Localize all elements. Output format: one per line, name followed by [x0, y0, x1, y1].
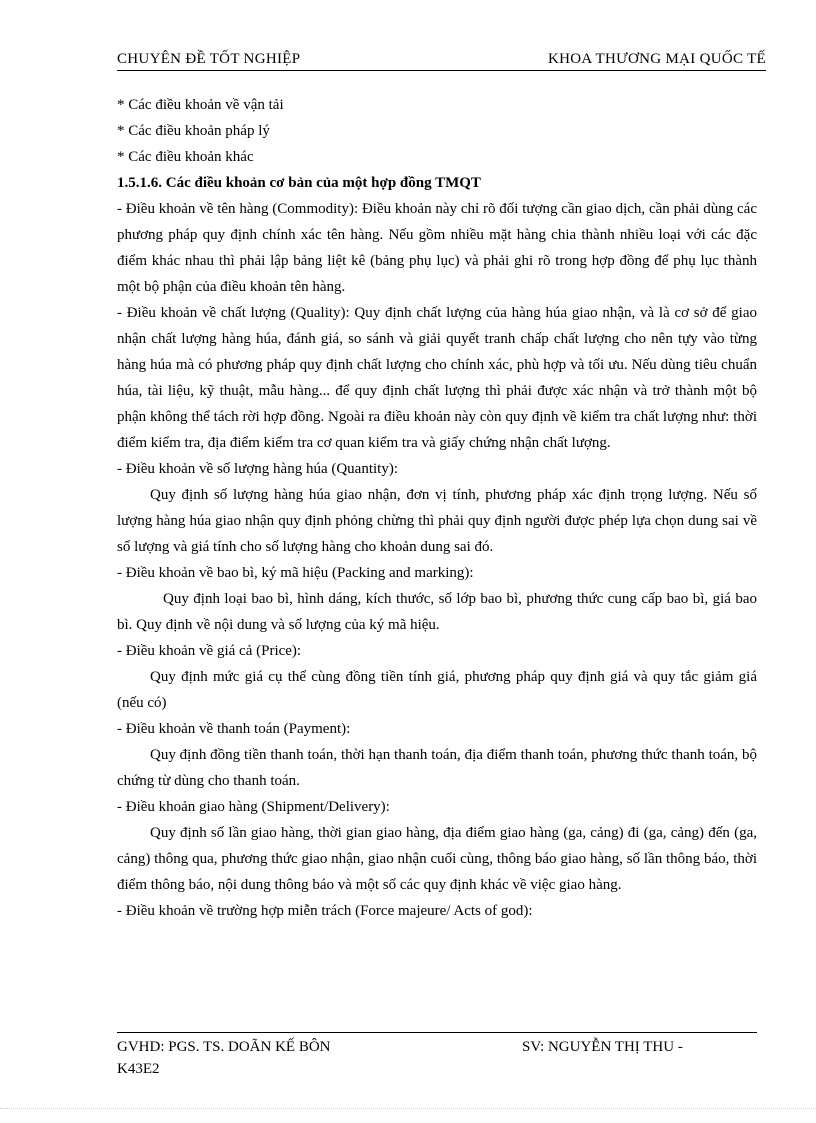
paragraph-payment-body: Quy định đồng tiền thanh toán, thời hạn thanh toán, địa điểm thanh toán, phương thức thanh toán, bộ chứng từ dùng cho thanh toán.: [117, 747, 757, 789]
paragraph-price-body: Quy định mức giá cụ thể cùng đồng tiền tính giá, phương pháp quy định giá và quy tắc giảm giá (nếu có): [117, 669, 757, 711]
header-left-text: CHUYÊN ĐỀ TỐT NGHIỆP: [117, 51, 301, 67]
page-bottom-divider: [0, 1108, 816, 1109]
paragraph-price-title: - Điều khoản về giá cả (Price):: [117, 643, 302, 659]
paragraph-force-majeure-title: - Điều khoản về trường hợp miễn trách (Force majeure/ Acts of god):: [117, 903, 533, 919]
paragraph-packing-title: - Điều khoản về bao bì, ký mã hiệu (Packing and marking):: [117, 565, 474, 581]
paragraph-quality: - Điều khoản về chất lượng (Quality): Quy định chất lượng của hàng húa giao nhận, và là cơ sở để giao nhận chất lượng hàng húa, đánh giá, so sánh và giải quyết tranh chấp chất lượng cho nên tựy vào từng hàng húa mà có phương pháp quy định chất lượng cho chính xác, phù hợp và tối ưu. Nếu dùng tiêu chuẩn húa, tài liệu, kỹ thuật, mẫu hàng... để quy định chất lượng thì phải được xác nhận và trở thành một bộ phận không thể tách rời hợp đồng. Ngoài ra điều khoản này còn quy định về kiểm tra chất lượng như: thời điểm kiểm tra, địa điểm kiểm tra cơ quan kiểm tra và giấy chứng nhận chất lượng.: [117, 305, 757, 451]
paragraph-packing-body: Quy định loại bao bì, hình dáng, kích thước, số lớp bao bì, phương thức cung cấp bao bì, giá bao bì. Quy định về nội dung và số lượng của ký mã hiệu.: [117, 591, 757, 633]
bullet-legal: * Các điều khoản pháp lý: [117, 123, 270, 139]
header-right-text: KHOA THƯƠNG MẠI QUỐC TẾ: [548, 51, 766, 67]
bullet-transport: * Các điều khoản về vận tải: [117, 97, 284, 113]
bullet-other: * Các điều khoản khác: [117, 149, 254, 165]
footer-advisor: GVHD: PGS. TS. DOÃN KẾ BÔN: [117, 1039, 331, 1055]
paragraph-quantity-title: - Điều khoản về số lượng hàng húa (Quantity):: [117, 461, 399, 477]
page-header: [117, 48, 766, 71]
document-body: [117, 92, 757, 924]
section-heading: 1.5.1.6. Các điều khoản cơ bản của một hợp đồng TMQT: [117, 175, 481, 191]
paragraph-quantity-body: Quy định số lượng hàng húa giao nhận, đơn vị tính, phương pháp xác định trọng lượng. Nếu số lượng hàng húa giao nhận quy định phỏng chừng thì phải quy định người được phép lựa chọn dung sai về số lượng và giá tính cho số lượng hàng cho khoản dung sai đó.: [117, 487, 757, 555]
paragraph-shipment-body: Quy định số lần giao hàng, thời gian giao hàng, địa điểm giao hàng (ga, cảng) đi (ga, cảng) đến (ga, cảng) thông qua, phương thức giao nhận, giao nhận cuối cùng, thông báo giao hàng, số lần thông báo, thời điểm thông báo, nội dung thông báo và một số các quy định khác về việc giao hàng.: [117, 825, 757, 893]
footer-class-code: K43E2: [117, 1061, 160, 1077]
paragraph-shipment-title: - Điều khoản giao hàng (Shipment/Delivery):: [117, 799, 390, 815]
paragraph-commodity: - Điều khoản về tên hàng (Commodity): Điều khoản này chỉ rõ đối tượng cần giao dịch, cần phải dùng các phương pháp quy định chính xác tên hàng. Nếu gồm nhiều mặt hàng chia thành nhiều loại với các đặc điểm khác nhau thì phải lập bảng liệt kê (bảng phụ lục) và phải ghi rõ trong hợp đồng để phụ lục thành một bộ phận của điều khoản tên hàng.: [117, 201, 757, 295]
footer-student: SV: NGUYỄN THỊ THU -: [522, 1039, 683, 1055]
paragraph-payment-title: - Điều khoản về thanh toán (Payment):: [117, 721, 351, 737]
page-footer: [117, 1032, 757, 1077]
